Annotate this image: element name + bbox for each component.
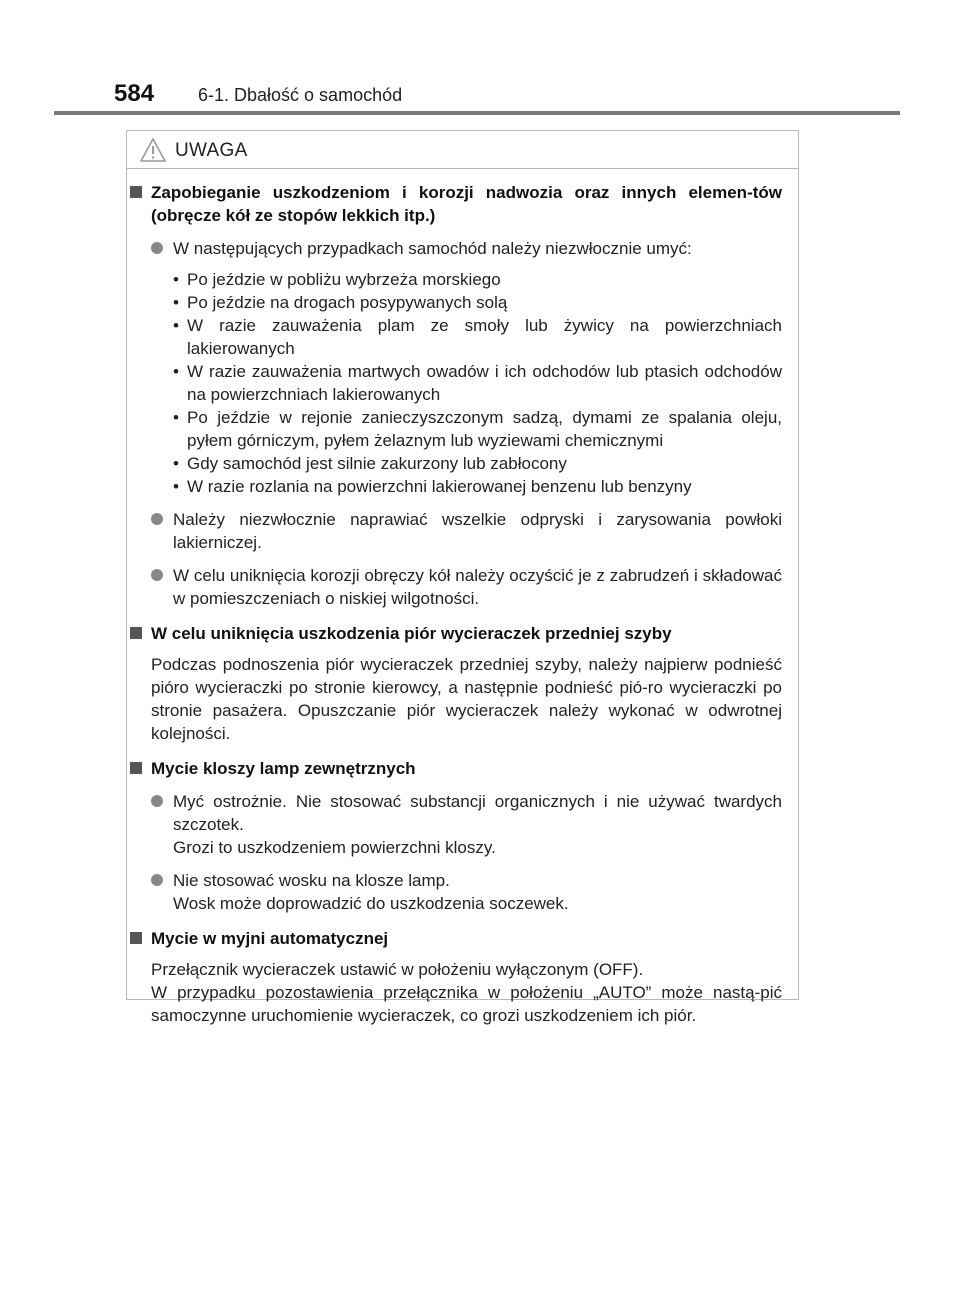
section-heading bbox=[127, 927, 782, 950]
section-car-wash bbox=[127, 927, 782, 1027]
dot-item bbox=[127, 237, 782, 260]
dot-item-text: Myć ostrożnie. Nie stosować substancji organicznych i nie używać twardych szczotek. bbox=[173, 792, 782, 834]
section-corrosion bbox=[127, 181, 782, 610]
warning-triangle-icon bbox=[139, 137, 167, 163]
dot-bullet-icon bbox=[151, 242, 163, 254]
section-heading bbox=[127, 622, 782, 645]
dot-bullet-icon bbox=[151, 513, 163, 525]
page-header bbox=[0, 0, 960, 116]
section-paragraph: Podczas podnoszenia piór wycieraczek przedniej szyby, należy najpierw podnieść pióro wycieraczki po stronie kierowcy, a następnie podnieść pió-ro wycieraczki po stronie pasażera. Opuszczanie piór wycieraczek należy wykonać w odwrotnej kolejności. bbox=[151, 655, 782, 743]
dot-item bbox=[127, 790, 782, 859]
section-heading bbox=[127, 181, 782, 227]
dot-item-text: Należy niezwłocznie naprawiać wszelkie odpryski i zarysowania powłoki lakierniczej. bbox=[173, 510, 782, 552]
warning-header bbox=[127, 131, 798, 169]
section-lamps bbox=[127, 757, 782, 915]
bullet-list bbox=[127, 268, 782, 498]
dot-item-text: W następujących przypadkach samochód należy niezwłocznie umyć: bbox=[173, 239, 692, 258]
dot-item bbox=[127, 869, 782, 915]
list-item: • Po jeździe w pobliżu wybrzeża morskiego bbox=[173, 270, 501, 289]
list-item: • Po jeździe na drogach posypywanych solą bbox=[173, 293, 508, 312]
dot-item-text: Wosk może doprowadzić do uszkodzenia soczewek. bbox=[173, 894, 569, 913]
dot-bullet-icon bbox=[151, 795, 163, 807]
paragraph-line: W przypadku pozostawienia przełącznika w położeniu „AUTO” może nastą-pić samoczynne uruchomienie wycieraczek, co grozi uszkodzeniem ich piór. bbox=[151, 983, 782, 1025]
dot-item-text: Nie stosować wosku na klosze lamp. bbox=[173, 871, 450, 890]
page-number: 584 bbox=[114, 80, 155, 107]
dot-item bbox=[127, 564, 782, 610]
square-bullet-icon bbox=[130, 627, 142, 639]
section-heading bbox=[127, 757, 782, 780]
warning-content bbox=[127, 181, 798, 1027]
paragraph-line: Przełącznik wycieraczek ustawić w położeniu wyłączonym (OFF). bbox=[151, 960, 644, 979]
list-item: • Po jeździe w rejonie zanieczyszczonym sadzą, dymami ze spalania oleju, pyłem górniczym, pyłem żelaznym lub wyziewami chemicznymi bbox=[173, 408, 782, 450]
chapter-title: 6-1. Dbałość o samochód bbox=[198, 85, 403, 105]
dot-bullet-icon bbox=[151, 569, 163, 581]
list-item: • W razie zauważenia plam ze smoły lub żywicy na powierzchniach lakierowanych bbox=[173, 316, 782, 358]
section-heading-text: Mycie kloszy lamp zewnętrznych bbox=[151, 759, 416, 778]
list-item: • Gdy samochód jest silnie zakurzony lub zabłocony bbox=[173, 454, 567, 473]
list-item: • W razie zauważenia martwych owadów i ich odchodów lub ptasich odchodów na powierzchniach lakierowanych bbox=[173, 362, 782, 404]
dot-item-text: W celu uniknięcia korozji obręczy kół należy oczyścić je z zabrudzeń i składować w pomieszczeniach o niskiej wilgotności. bbox=[173, 566, 782, 608]
square-bullet-icon bbox=[130, 186, 142, 198]
warning-title: UWAGA bbox=[175, 140, 248, 161]
list-item: • W razie rozlania na powierzchni lakierowanej benzenu lub benzyny bbox=[173, 477, 692, 496]
square-bullet-icon bbox=[130, 932, 142, 944]
section-heading-text: W celu uniknięcia uszkodzenia piór wycieraczek przedniej szyby bbox=[151, 624, 672, 643]
section-heading-text: Zapobieganie uszkodzeniom i korozji nadwozia oraz innych elemen-tów (obręcze kół ze stopów lekkich itp.) bbox=[151, 183, 782, 225]
section-heading-text: Mycie w myjni automatycznej bbox=[151, 929, 389, 948]
header-rule bbox=[54, 111, 900, 115]
dot-item-text: Grozi to uszkodzeniem powierzchni kloszy. bbox=[173, 838, 496, 857]
square-bullet-icon bbox=[130, 762, 142, 774]
dot-item bbox=[127, 508, 782, 554]
dot-bullet-icon bbox=[151, 874, 163, 886]
section-wipers bbox=[127, 622, 782, 745]
warning-box bbox=[126, 130, 799, 1025]
section-paragraph bbox=[127, 958, 782, 1027]
